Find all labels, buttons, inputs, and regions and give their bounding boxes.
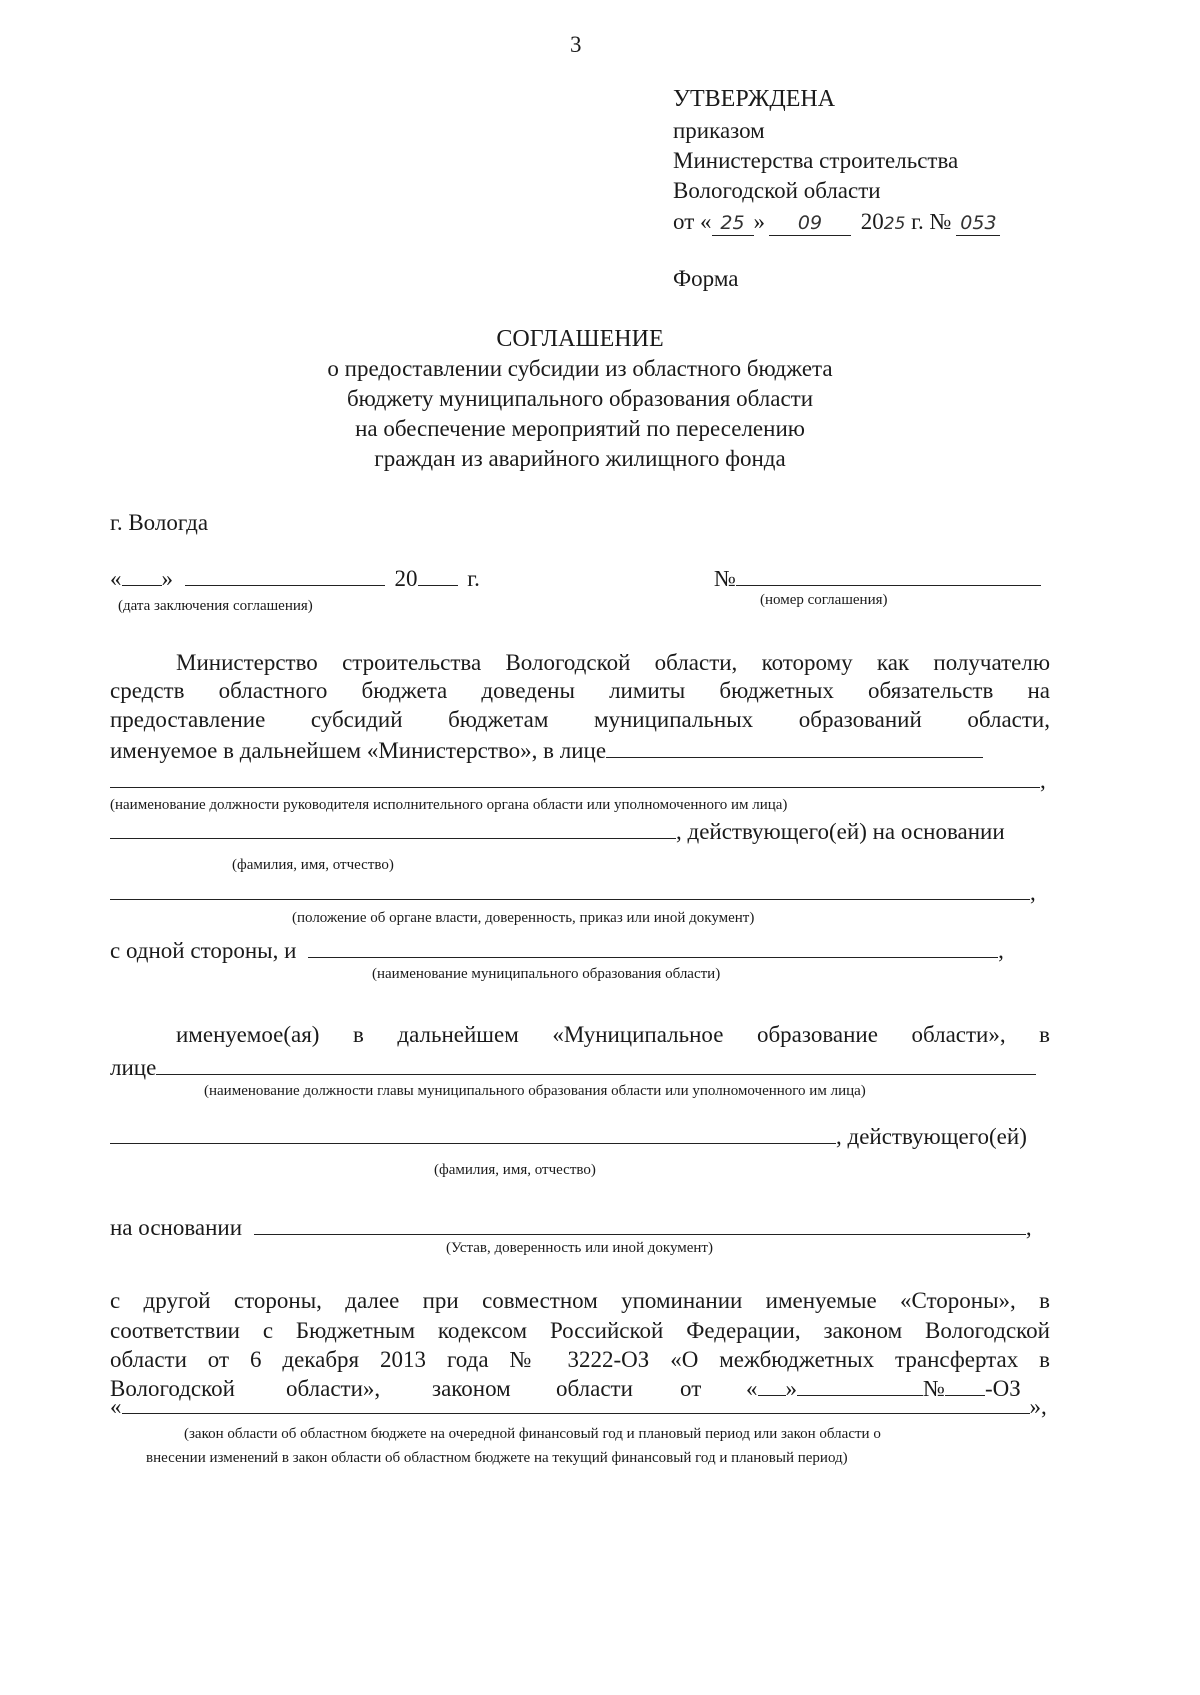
acting2-text: , действующего(ей) <box>836 1124 1027 1149</box>
p3-l4-g: » <box>785 1376 797 1401</box>
on-basis-text: на основании <box>110 1215 243 1240</box>
one-side-text: с одной стороны, и <box>110 938 297 963</box>
caption-fio2: (фамилия, имя, отчество) <box>434 1162 596 1178</box>
date-year-suffix: г. <box>467 566 480 591</box>
one-side-line: с одной стороны, и , <box>110 938 1004 963</box>
document-line: , <box>110 880 1036 906</box>
on-basis-line: на основании , <box>110 1215 1032 1240</box>
p3-l4-d: области <box>556 1376 633 1401</box>
number-line <box>714 566 1041 592</box>
para3-line3: области от 6 декабря 2013 года № 3222-ОЗ «О межбюджетных трансфертах в <box>110 1347 1050 1372</box>
agreement-subtitle-1: о предоставлении субсидии из областного бюджета <box>327 356 833 381</box>
acting-basis-text: , действующего(ей) на основании <box>676 819 1005 844</box>
agreement-title: СОГЛАШЕНИЕ <box>496 326 664 352</box>
approval-day: 25 <box>720 212 745 234</box>
city: г. Вологда <box>110 510 209 535</box>
approval-line-3: Вологодской области <box>673 178 881 203</box>
para1-line3: предоставление субсидий бюджетам муниципальных образований области, <box>110 707 1050 732</box>
acting2-line <box>110 1124 1027 1150</box>
p3-l4-h: № <box>923 1376 945 1401</box>
approval-line-1: приказом <box>673 118 765 143</box>
caption-position: (наименование должности руководителя исполнительного органа области или уполномоченного им лица) <box>110 797 788 813</box>
agreement-subtitle-4: граждан из аварийного жилищного фонда <box>374 446 786 471</box>
para2-line1: именуемое(ая) в дальнейшем «Муниципальное образование области», в <box>176 1022 1050 1047</box>
number-sign: № <box>714 566 736 591</box>
position-line: , <box>110 768 1046 794</box>
approval-from: от « <box>673 209 712 234</box>
date-year-prefix: 20 <box>394 566 418 591</box>
date-open-quote: « <box>110 566 122 591</box>
caption-municipality: (наименование муниципального образования области) <box>372 966 721 982</box>
approval-month: 09 <box>797 212 823 234</box>
agreement-subtitle-3: на обеспечение мероприятий по переселению <box>355 416 805 441</box>
approval-line-2: Министерства строительства <box>673 148 959 173</box>
caption-fio: (фамилия, имя, отчество) <box>232 857 394 873</box>
p3-l4-f: « <box>746 1376 758 1401</box>
para1-line1: Министерство строительства Вологодской области, которому как получателю <box>176 650 1050 675</box>
para1-line4 <box>110 738 983 764</box>
p3-l5-open: « <box>110 1394 122 1419</box>
acting-line <box>110 819 1005 845</box>
page-number: 3 <box>570 32 582 57</box>
caption-document: (положение об органе власти, доверенность, приказ или иной документ) <box>292 910 755 926</box>
approval-date-line <box>673 209 1000 236</box>
caption-law-1: (закон области об областном бюджете на очередной финансовый год и плановый период или закон области о <box>184 1426 881 1442</box>
form-label: Форма <box>673 266 739 291</box>
approval-quote-close: » <box>753 209 765 234</box>
para3-line2: соответствии с Бюджетным кодексом Российской Федерации, законом Вологодской <box>110 1318 1050 1343</box>
p3-l4-c: законом <box>432 1376 511 1401</box>
para3-line1: с другой стороны, далее при совместном упоминании именуемые «Стороны», в <box>110 1288 1050 1313</box>
date-close-quote: » <box>161 566 173 591</box>
p3-l4-b: области», <box>286 1376 381 1401</box>
para3-line5 <box>110 1394 1047 1420</box>
approval-number: 053 <box>960 212 997 234</box>
p3-l4-e: от <box>680 1376 702 1401</box>
p3-l4-i: -ОЗ <box>984 1376 1021 1401</box>
date-caption: (дата заключения соглашения) <box>118 598 313 614</box>
approval-year-prefix: 20 <box>860 209 884 234</box>
para1-line2: средств областного бюджета доведены лимиты бюджетных обязательств на <box>110 678 1050 703</box>
p3-l5-close: », <box>1029 1394 1047 1419</box>
para2-person-text: лице <box>110 1055 157 1080</box>
date-line <box>110 566 480 592</box>
approval-title: УТВЕРЖДЕНА <box>673 86 836 112</box>
approval-year: 25 <box>883 214 906 234</box>
number-caption: (номер соглашения) <box>760 592 888 608</box>
caption-charter: (Устав, доверенность или иной документ) <box>446 1240 713 1256</box>
para1-line4-text: именуемое в дальнейшем «Министерство», в лице <box>110 738 607 763</box>
p3-l4-a: Вологодской <box>110 1376 235 1401</box>
para2-person-line <box>110 1055 1036 1081</box>
approval-year-suffix: г. № <box>905 209 952 234</box>
agreement-subtitle-2: бюджету муниципального образования области <box>346 386 814 411</box>
caption-law-2: внесении изменений в закон области об областном бюджете на текущий финансовый год и плановый период) <box>146 1450 848 1466</box>
caption-head: (наименование должности главы муниципального образования области или уполномоченного им лица) <box>204 1083 866 1099</box>
